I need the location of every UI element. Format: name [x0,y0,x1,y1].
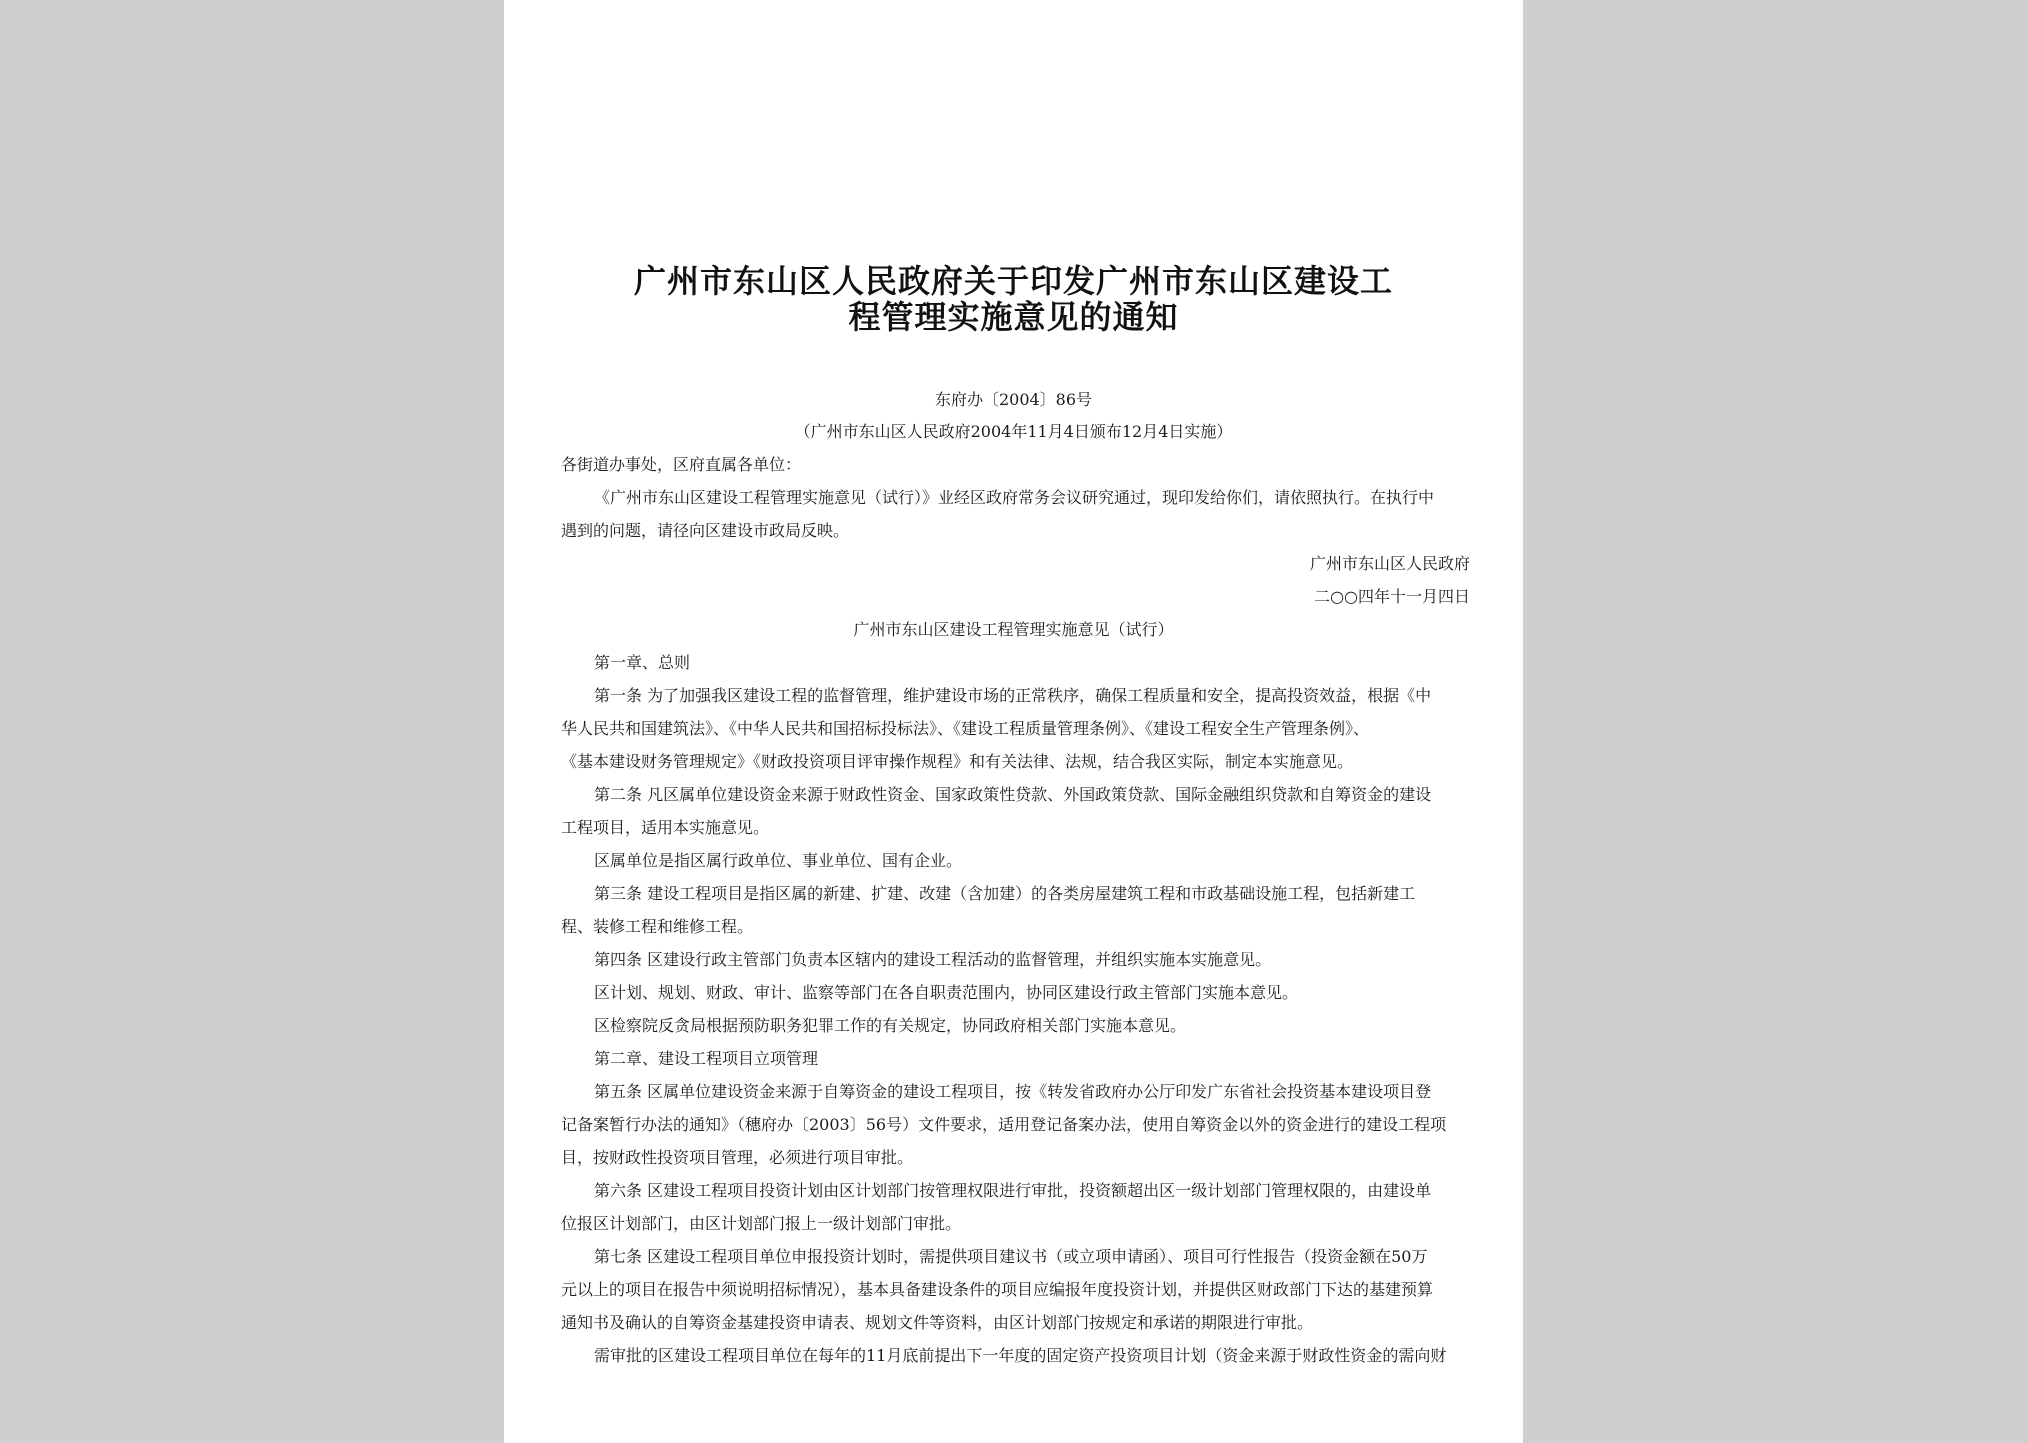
article-6-line-2: 位报区计划部门，由区计划部门报上一级计划部门审批。 [561,1214,962,1233]
article-5-line-2: 记备案暂行办法的通知》（穗府办〔2003〕56号）文件要求，适用登记备案办法，使用自筹资金以外的资金进行的建设工程项 [561,1115,1447,1134]
article-4-line-1: 第四条 区建设行政主管部门负责本区辖内的建设工程活动的监督管理，并组织实施本实施意见。 [594,950,1272,969]
article-1-line-3: 《基本建设财务管理规定》《财政投资项目评审操作规程》和有关法律、法规，结合我区实际，制定本实施意见。 [561,752,1354,771]
document-title-line-2: 程管理实施意见的通知 [848,298,1179,336]
document-page [504,0,1523,1443]
document-number: 东府办〔2004〕86号 [934,390,1093,409]
article-7-line-4: 需审批的区建设工程项目单位在每年的11月底前提出下一年度的固定资产投资项目计划（资金来源于财政性资金的需向财 [594,1346,1447,1365]
article-2-line-2: 工程项目，适用本实施意见。 [561,818,770,837]
intro-paragraph-line-2: 遇到的问题，请径向区建设市政局反映。 [561,521,850,540]
article-1-line-1: 第一条 为了加强我区建设工程的监督管理，维护建设市场的正常秩序，确保工程质量和安全，提高投资效益，根据《中 [594,686,1432,705]
article-4-line-2: 区计划、规划、财政、审计、监察等部门在各自职责范围内，协同区建设行政主管部门实施本意见。 [594,983,1299,1002]
sign-date: 二○○四年十一月四日 [1314,587,1470,606]
article-7-line-2: 元以上的项目在报告中须说明招标情况），基本具备建设条件的项目应编报年度投资计划，并提供区财政部门下达的基建预算 [561,1280,1434,1299]
document-title-line-1: 广州市东山区人民政府关于印发广州市东山区建设工 [633,262,1393,300]
article-3-line-1: 第三条 建设工程项目是指区属的新建、扩建、改建（含加建）的各类房屋建筑工程和市政基础设施工程，包括新建工 [594,884,1416,903]
article-2-line-3: 区属单位是指区属行政单位、事业单位、国有企业。 [594,851,963,870]
chapter-2-heading: 第二章、建设工程项目立项管理 [594,1049,819,1068]
chapter-1-heading: 第一章、总则 [594,653,691,672]
article-7-line-1: 第七条 区建设工程项目单位申报投资计划时，需提供项目建议书（或立项申请函）、项目可行性报告（投资金额在50万 [594,1247,1428,1266]
article-5-line-1: 第五条 区属单位建设资金来源于自筹资金的建设工程项目，按《转发省政府办公厅印发广东省社会投资基本建设项目登 [594,1082,1432,1101]
salutation: 各街道办事处，区府直属各单位： [561,455,802,474]
signer: 广州市东山区人民政府 [1309,554,1470,573]
article-6-line-1: 第六条 区建设工程项目投资计划由区计划部门按管理权限进行审批，投资额超出区一级计划部门管理权限的，由建设单 [594,1181,1432,1200]
article-1-line-2: 华人民共和国建筑法》、《中华人民共和国招标投标法》、《建设工程质量管理条例》、《建设工程安全生产管理条例》、 [561,719,1370,738]
article-2-line-1: 第二条 凡区属单位建设资金来源于财政性资金、国家政策性贷款、外国政策贷款、国际金融组织贷款和自筹资金的建设 [594,785,1432,804]
article-5-line-3: 目，按财政性投资项目管理，必须进行项目审批。 [561,1148,914,1167]
intro-paragraph-line-1: 《广州市东山区建设工程管理实施意见（试行）》业经区政府常务会议研究通过，现印发给你们，请依照执行。在执行中 [594,488,1435,507]
article-7-line-3: 通知书及确认的自筹资金基建投资申请表、规划文件等资料，由区计划部门按规定和承诺的期限进行审批。 [561,1313,1314,1332]
issue-note: （广州市东山区人民政府2004年11月4日颁布12月4日实施） [794,422,1233,441]
article-4-line-3: 区检察院反贪局根据预防职务犯罪工作的有关规定，协同政府相关部门实施本意见。 [594,1016,1187,1035]
attachment-title: 广州市东山区建设工程管理实施意见（试行） [853,620,1174,639]
article-3-line-2: 程、装修工程和维修工程。 [561,917,754,936]
